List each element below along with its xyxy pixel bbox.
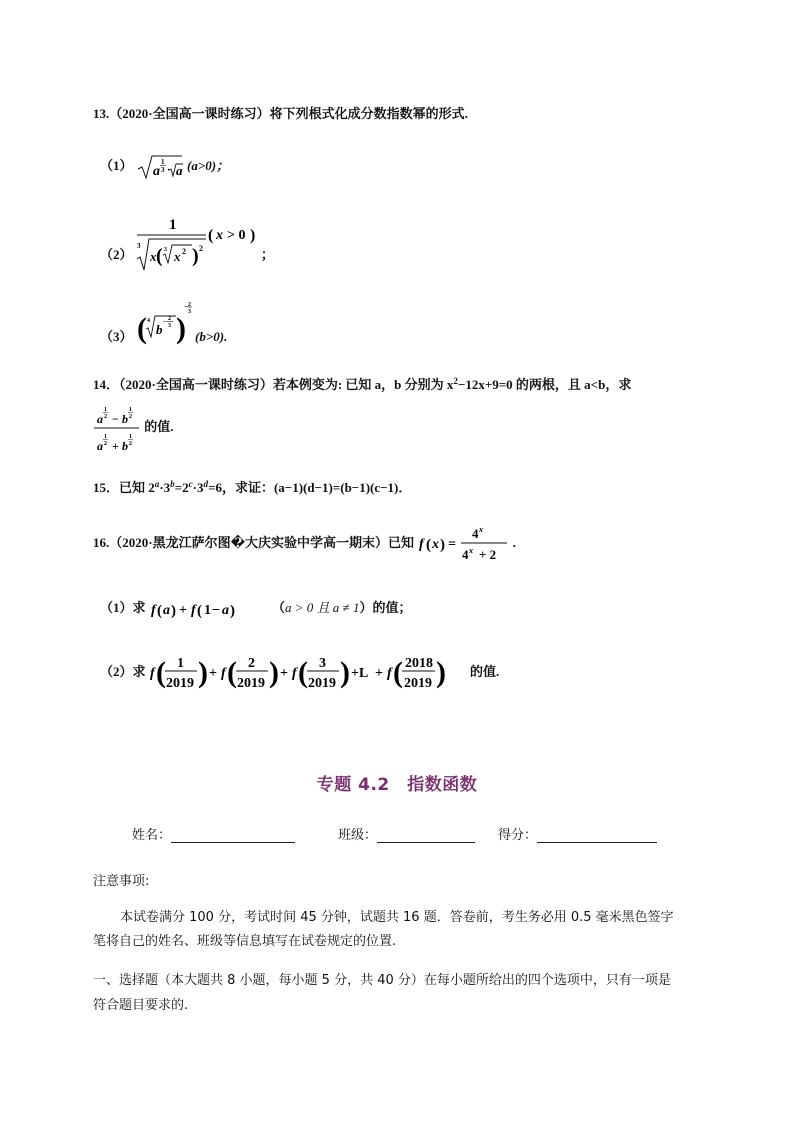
radical-expression-1 <box>136 153 184 181</box>
svg-text:3: 3 <box>167 323 171 329</box>
fraction-expression-q14 <box>93 402 141 454</box>
q14-expression <box>93 402 174 454</box>
score-label: 得分： <box>498 828 538 843</box>
svg-text:2: 2 <box>198 244 203 253</box>
svg-text:): ) <box>440 537 446 553</box>
q15-part-c: =2 <box>174 480 189 495</box>
q13-part1 <box>100 153 229 181</box>
svg-text:+L: +L <box>350 666 369 681</box>
svg-text:> 0: > 0 <box>226 228 246 243</box>
svg-text:): ) <box>191 245 199 267</box>
svg-text:(: ( <box>136 312 147 345</box>
svg-text:x: x <box>149 249 157 264</box>
svg-text:): ) <box>435 656 446 689</box>
q14-heading-b: −12x+9=0 的两根，且 a<b，求 <box>457 377 632 392</box>
svg-text:−: − <box>211 603 220 619</box>
svg-text:2019: 2019 <box>165 676 194 691</box>
svg-text:4: 4 <box>146 318 150 324</box>
svg-text:f: f <box>291 666 297 681</box>
fraction-expression-2 <box>136 215 258 273</box>
svg-text:(: ( <box>155 245 163 267</box>
q13-part3 <box>100 300 227 348</box>
q13-heading: 13.（2020·全国高一课时练习）将下列根式化成分数指数幂的形式. <box>93 106 468 121</box>
svg-text:+ 2: + 2 <box>479 547 497 562</box>
q13-part3-label: （3） <box>100 328 133 344</box>
svg-text:+: + <box>208 666 217 681</box>
svg-text:2019: 2019 <box>403 676 432 691</box>
svg-text:(: ( <box>297 656 308 689</box>
function-definition <box>417 524 509 564</box>
svg-text:·: · <box>166 165 171 176</box>
svg-text:1: 1 <box>104 407 107 413</box>
svg-text:2: 2 <box>129 414 132 420</box>
svg-text:a: a <box>97 439 103 453</box>
notice-label: 注意事项: <box>93 874 150 889</box>
svg-text:f: f <box>150 603 156 619</box>
svg-text:(: ( <box>392 656 403 689</box>
svg-text:+: + <box>374 666 383 681</box>
svg-text:(: ( <box>207 227 214 244</box>
q13-part1-label: （1） <box>100 157 133 173</box>
svg-text:x: x <box>479 525 484 534</box>
q13-part3-condition: (b>0). <box>195 328 228 344</box>
svg-text:x: x <box>432 537 440 552</box>
svg-text:3: 3 <box>318 656 326 671</box>
expression-q16-part1 <box>149 598 269 620</box>
q13-part2-label: （2） <box>100 246 133 262</box>
svg-text:+: + <box>178 603 187 619</box>
svg-text:+: + <box>279 666 288 681</box>
name-blank[interactable] <box>171 828 295 843</box>
svg-text:1: 1 <box>176 656 184 671</box>
svg-text:(: ( <box>156 603 162 620</box>
q15-exp-a: a <box>154 479 160 489</box>
svg-text:2: 2 <box>129 441 132 447</box>
sum-expression-q16-part2 <box>149 650 467 696</box>
svg-text:1: 1 <box>160 158 165 166</box>
svg-text:b: b <box>155 322 163 337</box>
q13-part2 <box>100 207 274 265</box>
svg-text:2019: 2019 <box>236 676 265 691</box>
svg-text:1: 1 <box>203 603 211 619</box>
svg-text:x: x <box>215 228 223 243</box>
svg-text:1: 1 <box>129 434 132 440</box>
radical-expression-3 <box>136 300 192 348</box>
q16-heading <box>93 524 516 564</box>
section-title: 专题 4.2 指数函数 <box>316 775 478 795</box>
q16-part1 <box>100 597 411 620</box>
svg-text:2: 2 <box>187 302 191 308</box>
svg-text:a: a <box>152 164 160 179</box>
svg-text:f: f <box>220 666 226 681</box>
svg-text:): ) <box>175 312 186 345</box>
class-label: 班级： <box>338 828 378 843</box>
notice-line-1: 本试卷满分 100 分，考试时间 45 分钟，试题共 16 题．答卷前，考生务必用 0.5 毫米黑色签字 <box>120 910 674 925</box>
q15-statement <box>93 477 411 496</box>
svg-text:): ) <box>229 603 235 620</box>
q16-head-end: . <box>512 534 516 550</box>
q16-part1-label: （1）求 <box>100 600 146 615</box>
svg-text:f: f <box>386 666 392 681</box>
q14-tail: 的值. <box>144 418 174 434</box>
svg-text:4: 4 <box>472 526 479 541</box>
q14-heading-a: 14．（2020·全国高一课时练习）若本例变为: 已知 a，b 分别为 x <box>93 377 454 392</box>
svg-text:1: 1 <box>104 434 107 440</box>
score-blank[interactable] <box>537 828 657 843</box>
svg-text:(: ( <box>226 656 237 689</box>
q13-part2-end: ； <box>261 246 275 262</box>
svg-text:): ) <box>249 227 256 244</box>
svg-text:f: f <box>190 603 196 619</box>
class-blank[interactable] <box>377 828 475 843</box>
name-label: 姓名： <box>132 828 172 843</box>
svg-text:f: f <box>149 666 155 681</box>
svg-text:2: 2 <box>104 414 107 420</box>
name-field[interactable] <box>132 824 295 843</box>
q15-part-b: ·3 <box>159 480 171 495</box>
svg-text:x: x <box>173 249 181 264</box>
q16-head: 16.（2020·黑龙江萨尔图�大庆实验中学高一期末）已知 <box>93 534 415 550</box>
q16-part2-label: （2）求 <box>100 663 146 679</box>
svg-text:+: + <box>112 439 119 453</box>
svg-text:2: 2 <box>167 316 171 322</box>
svg-text:): ) <box>268 656 279 689</box>
svg-text:1: 1 <box>168 217 177 233</box>
q15-part-d: ·3 <box>192 480 204 495</box>
svg-text:2: 2 <box>104 441 107 447</box>
q16-part2 <box>100 650 499 696</box>
svg-text:): ) <box>339 656 350 689</box>
svg-text:(: ( <box>155 656 166 689</box>
svg-text:1: 1 <box>129 407 132 413</box>
q16-part2-tail: 的值. <box>470 663 500 679</box>
svg-text:2: 2 <box>247 656 255 671</box>
score-field[interactable] <box>498 824 657 843</box>
svg-text:): ) <box>170 603 176 620</box>
q16-part1-tail: ）的值； <box>359 600 412 615</box>
svg-text:): ) <box>197 656 208 689</box>
svg-text:2019: 2019 <box>307 676 336 691</box>
svg-text:3: 3 <box>136 242 141 250</box>
svg-text:3: 3 <box>187 309 191 315</box>
svg-text:a: a <box>175 163 183 178</box>
svg-text:4: 4 <box>462 547 469 562</box>
q15-part-e: =6，求证：(a−1)(d−1)=(b−1)(c−1)． <box>208 480 412 495</box>
q15-part-a: 15．已知 2 <box>93 480 155 495</box>
q14-exponent: 2 <box>453 376 458 386</box>
svg-text:a: a <box>221 603 229 619</box>
svg-text:3: 3 <box>163 247 167 253</box>
svg-text:a: a <box>162 603 170 619</box>
notice-line-2: 笔将自己的姓名、班级等信息填写在试卷规定的位置. <box>93 934 397 949</box>
q16-part1-open: （ <box>272 600 286 615</box>
svg-text:=: = <box>448 537 457 552</box>
part1-instruction-line-1: 一、选择题（本大题共 8 小题，每小题 5 分，共 40 分）在每小题所给出的四个选项中，只有一项是 <box>93 973 671 988</box>
q13-part1-condition: (a>0)； <box>187 157 230 173</box>
svg-text:x: x <box>469 546 474 555</box>
svg-text:b: b <box>122 412 128 426</box>
svg-text:a: a <box>97 412 103 426</box>
svg-text:−: − <box>183 303 188 311</box>
svg-text:2018: 2018 <box>404 656 433 671</box>
svg-text:−: − <box>112 412 119 426</box>
q15-exp-c: c <box>188 479 193 489</box>
q16-part1-condition: a > 0 且 a ≠ 1 <box>285 600 360 615</box>
class-field[interactable] <box>338 824 475 843</box>
q14-heading <box>93 374 631 393</box>
svg-text:b: b <box>122 439 128 453</box>
svg-text:f: f <box>419 537 424 552</box>
svg-text:−: − <box>162 318 167 326</box>
q15-exp-d: d <box>203 479 209 489</box>
q15-exp-b: b <box>170 479 175 489</box>
svg-text:2: 2 <box>181 247 186 256</box>
svg-text:(: ( <box>426 537 432 553</box>
svg-text:(: ( <box>196 603 202 620</box>
svg-text:3: 3 <box>160 166 165 174</box>
part1-instruction-line-2: 符合题目要求的. <box>93 998 189 1013</box>
